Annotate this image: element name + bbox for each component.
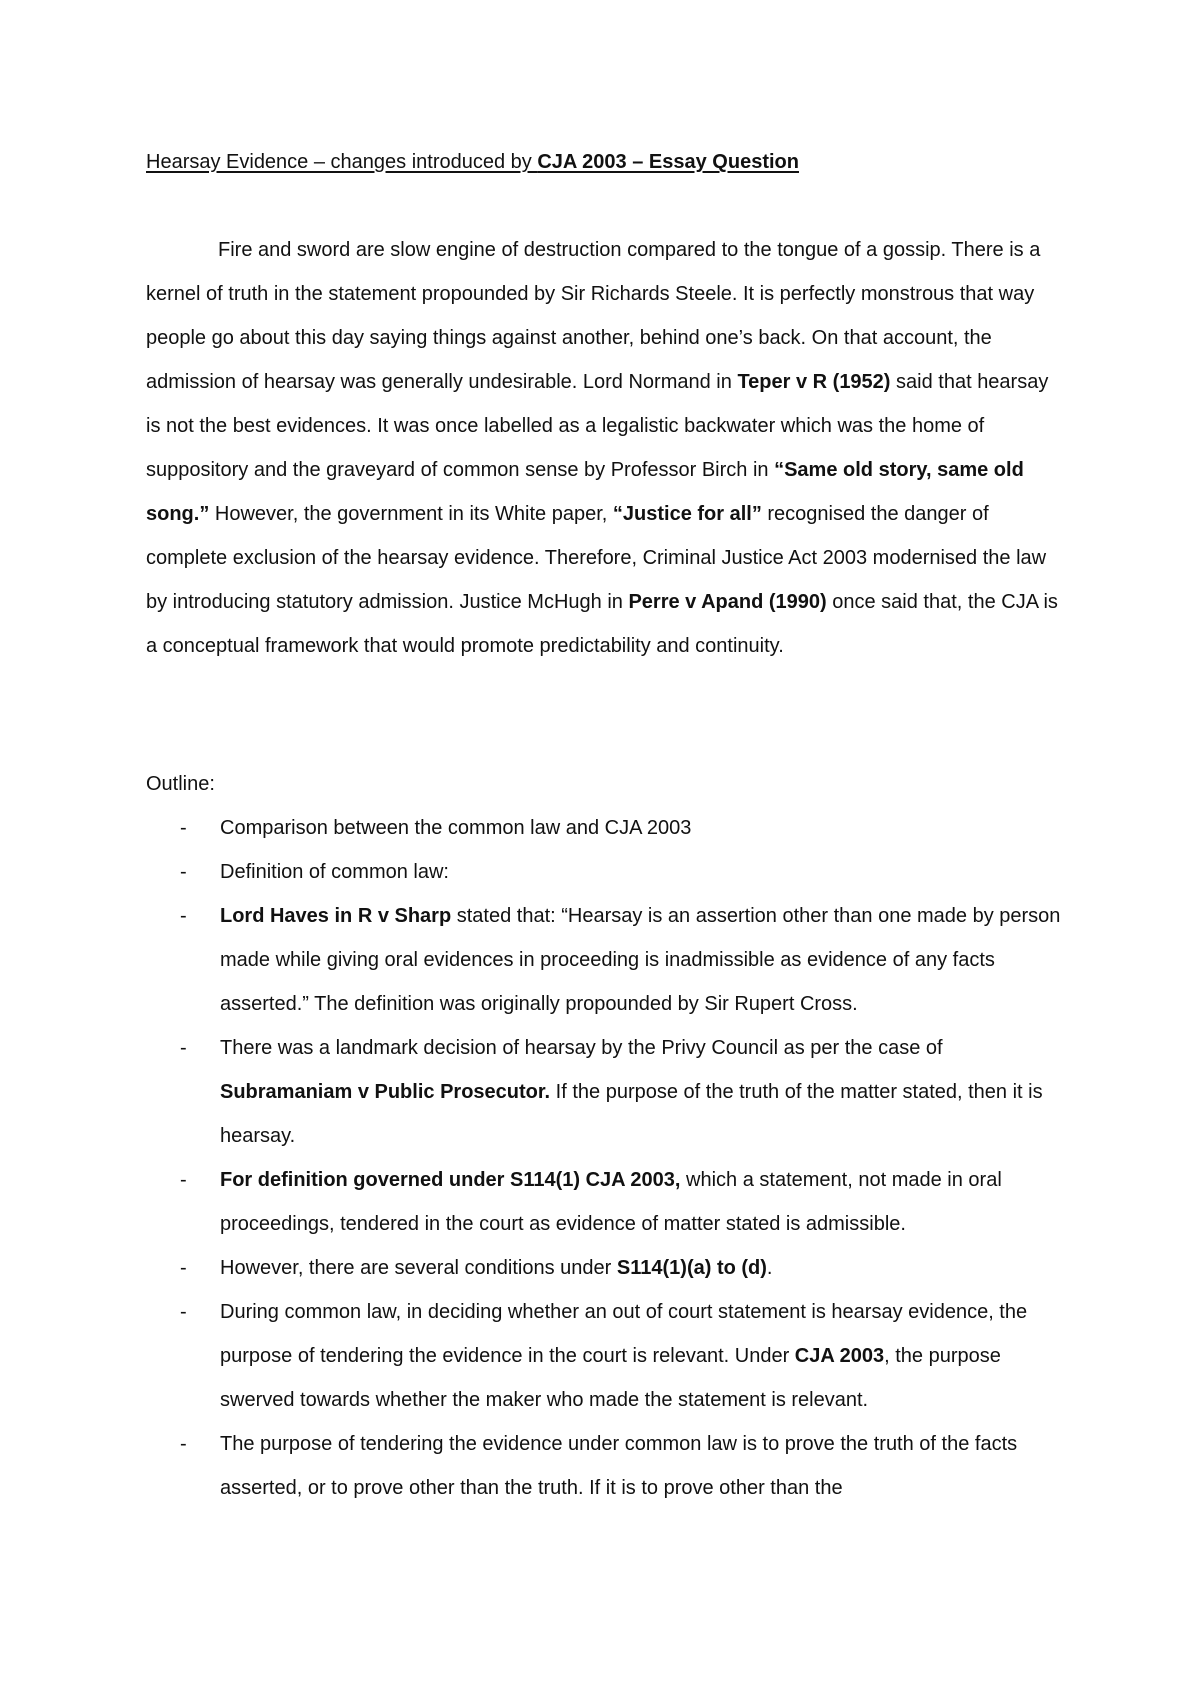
bold-text-run: “Justice for all”: [612, 503, 762, 525]
outline-item: [146, 806, 1066, 850]
text-run: The purpose of tendering the evidence under common law is to prove the truth of the facts asserted, or to prove other than the truth. If it is to prove other than the: [220, 1433, 1018, 1499]
bold-text-run: Lord Haves in R v Sharp: [220, 905, 452, 927]
bullet-dash: -: [180, 1301, 187, 1323]
outline-heading: Outline:: [146, 773, 215, 795]
bullet-dash: -: [180, 1257, 187, 1279]
bold-text-run: S114(1)(a) to (d): [616, 1257, 767, 1279]
text-run: However, there are several conditions under: [220, 1257, 617, 1279]
outline-item: [146, 1290, 1066, 1422]
bold-text-run: “Same old story, same old song.”: [146, 459, 1024, 525]
bullet-dash: -: [180, 1037, 187, 1059]
text-run: stated that: “Hearsay is an assertion other than one made by person made while giving oral evidences in proceeding is inadmissible as evidence of any facts asserted.” The definition was originally propounded by Sir Rupert Cross.: [220, 905, 1061, 1015]
bullet-dash: -: [180, 1169, 187, 1191]
bullet-dash: -: [180, 905, 187, 927]
bold-text-run: Teper v R (1952): [737, 371, 891, 393]
text-run: which a statement, not made in oral proceedings, tendered in the court as evidence of matter stated is admissible.: [220, 1169, 1002, 1235]
text-run: Comparison between the common law and CJA 2003: [220, 817, 692, 839]
bullet-dash: -: [180, 1433, 187, 1455]
bold-text-run: For definition governed under S114(1) CJA 2003,: [220, 1169, 681, 1191]
bullet-dash: -: [180, 817, 187, 839]
text-run: If the purpose of the truth of the matter stated, then it is hearsay.: [220, 1081, 1043, 1147]
title-part-2: CJA 2003 – Essay Question: [537, 151, 799, 173]
bold-text-run: CJA 2003: [794, 1345, 885, 1367]
outline-item: [146, 1246, 1066, 1290]
bold-text-run: Subramaniam v Public Prosecutor.: [220, 1081, 551, 1103]
text-run: said that hearsay is not the best evidences. It was once labelled as a legalistic backwater which was the home of suppository and the graveyard of common sense by Professor Birch in: [146, 371, 1049, 481]
outline-list: [146, 806, 1066, 1510]
text-run: once said that, the CJA is a conceptual framework that would promote predictability and continuity.: [146, 591, 1058, 657]
text-run: Definition of common law:: [220, 861, 449, 883]
intro-paragraph: [146, 228, 1066, 668]
text-run: , the purpose swerved towards whether the maker who made the statement is relevant.: [220, 1345, 1001, 1411]
text-run: During common law, in deciding whether an out of court statement is hearsay evidence, the purpose of tendering the evidence in the court is relevant. Under: [220, 1301, 1028, 1367]
outline-item: [146, 1422, 1066, 1510]
text-run: recognised the danger of complete exclusion of the hearsay evidence. Therefore, Criminal Justice Act 2003 modernised the law by introducing statutory admission. Justice McHugh in: [146, 503, 1047, 613]
document-title: [146, 140, 1126, 184]
text-run: There was a landmark decision of hearsay by the Privy Council as per the case of: [220, 1037, 943, 1059]
text-run: However, the government in its White paper,: [209, 503, 613, 525]
outline-item: [146, 1158, 1066, 1246]
outline-item: [146, 894, 1066, 1026]
bold-text-run: Perre v Apand (1990): [628, 591, 827, 613]
bullet-dash: -: [180, 861, 187, 883]
title-part-1: Hearsay Evidence – changes introduced by: [146, 151, 538, 173]
outline-item: [146, 1026, 1066, 1158]
text-run: .: [766, 1257, 773, 1279]
outline-item: [146, 850, 1066, 894]
text-run: Fire and sword are slow engine of destruction compared to the tongue of a gossip. There is a kernel of truth in the statement propounded by Sir Richards Steele. It is perfectly monstrous that way people go about this day saying things against another, behind one’s back. On that account, the admission of hearsay was generally undesirable. Lord Normand in: [146, 239, 1041, 393]
